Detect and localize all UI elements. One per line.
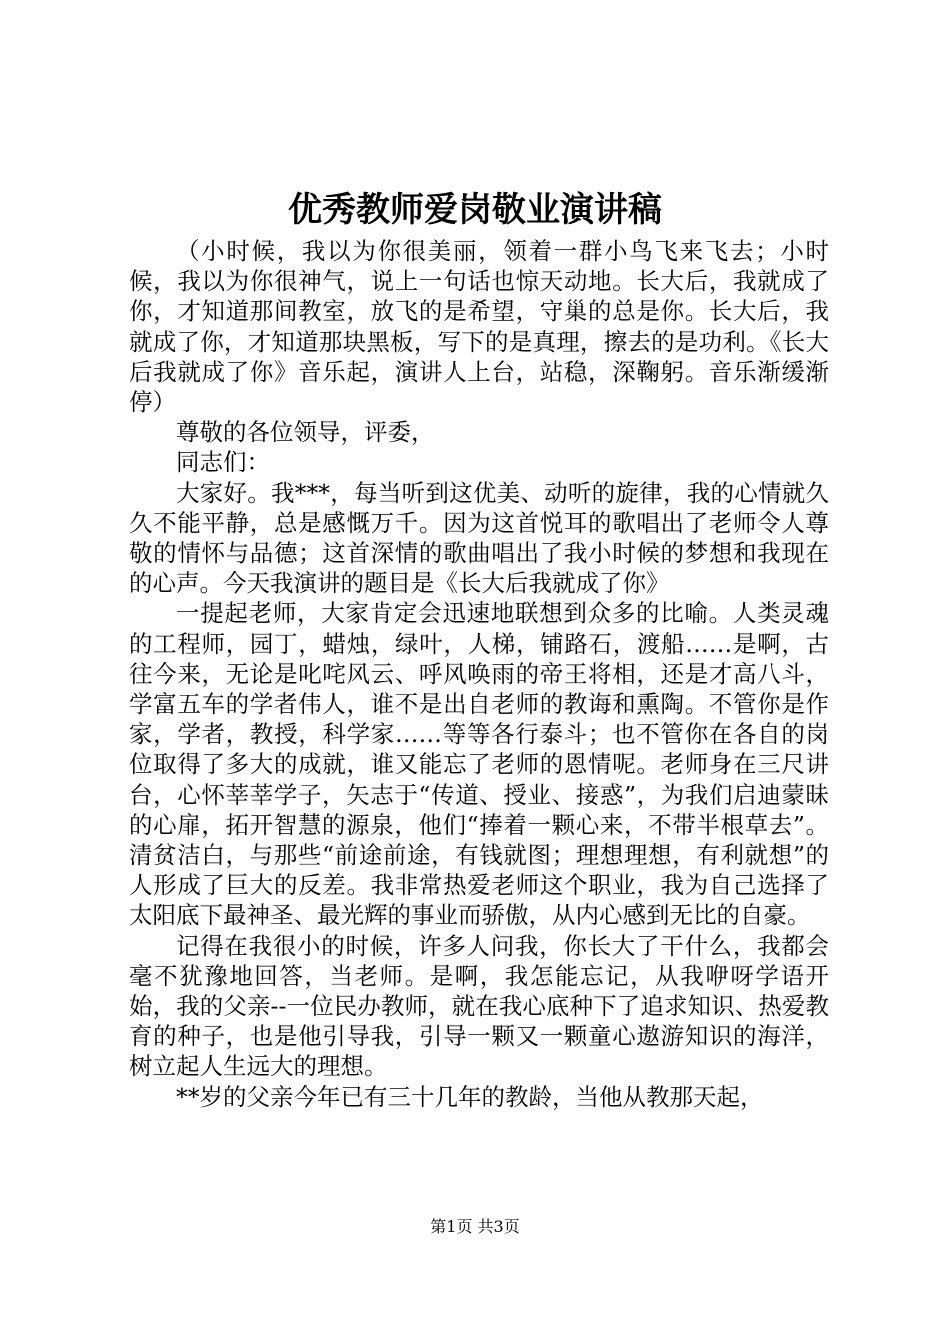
paragraph-salutation-leaders: 尊敬的各位领导，评委， <box>176 418 435 447</box>
paragraph-salutation-comrades: 同志们： <box>176 448 270 477</box>
paragraph-father: **岁的父亲今年已有三十几年的教龄，当他从教那天起， <box>176 1082 764 1111</box>
page-footer: 第1页 共3页 <box>430 1217 520 1236</box>
paragraph-greeting: 大家好。我***，每当听到这优美、动听的旋律，我的心情就久久不能平静，总是感慨万千。因为这首悦耳的歌唱出了老师令人尊敬的情怀与品德；这首深情的歌曲唱出了我小时候的梦想和我现在的心声。今天我演讲的题目是《长大后我就成了你》 <box>129 478 829 598</box>
paragraph-intro-stage-direction: （小时候，我以为你很美丽，领着一群小鸟飞来飞去；小时候，我以为你很神气，说上一句话也惊天动地。长大后，我就成了你，才知道那间教室，放飞的是希望，守巢的总是你。长大后，我就成了你，才知道那块黑板，写下的是真理，擦去的是功利。《长大后我就成了你》音乐起，演讲人上台，站稳，深鞠躬。音乐渐缓渐停） <box>129 237 829 417</box>
document-title: 优秀教师爱岗敬业演讲稿 <box>288 190 662 230</box>
paragraph-childhood-memory: 记得在我很小的时候，许多人问我，你长大了干什么，我都会毫不犹豫地回答，当老师。是啊，我怎能忘记，从我咿呀学语开始，我的父亲--一位民办教师，就在我心底种下了追求知识、热爱教育的种子，也是他引导我，引导一颗又一颗童心遨游知识的海洋，树立起人生远大的理想。 <box>129 931 829 1081</box>
paragraph-teacher-metaphors: 一提起老师，大家肯定会迅速地联想到众多的比喻。人类灵魂的工程师，园丁，蜡烛，绿叶，人梯，铺路石，渡船……是啊，古往今来，无论是叱咤风云、呼风唤雨的帝王将相，还是才高八斗，学富五车的学者伟人，谁不是出自老师的教诲和熏陶。不管你是作家，学者，教授，科学家……等等各行泰斗；也不管你在各自的岗位取得了多大的成就，谁又能忘了老师的恩情呢。老师身在三尺讲台，心怀莘莘学子，矢志于“传道、授业、接惑”，为我们启迪蒙昧的心扉，拓开智慧的源泉，他们“捧着一颗心来，不带半根草去”。清贫洁白，与那些“前途前途，有钱就图；理想理想，有利就想”的人形成了巨大的反差。我非常热爱老师这个职业，我为自己选择了太阳底下最神圣、最光辉的事业而骄傲，从内心感到无比的自豪。 <box>129 599 829 930</box>
document-body <box>129 236 829 1112</box>
